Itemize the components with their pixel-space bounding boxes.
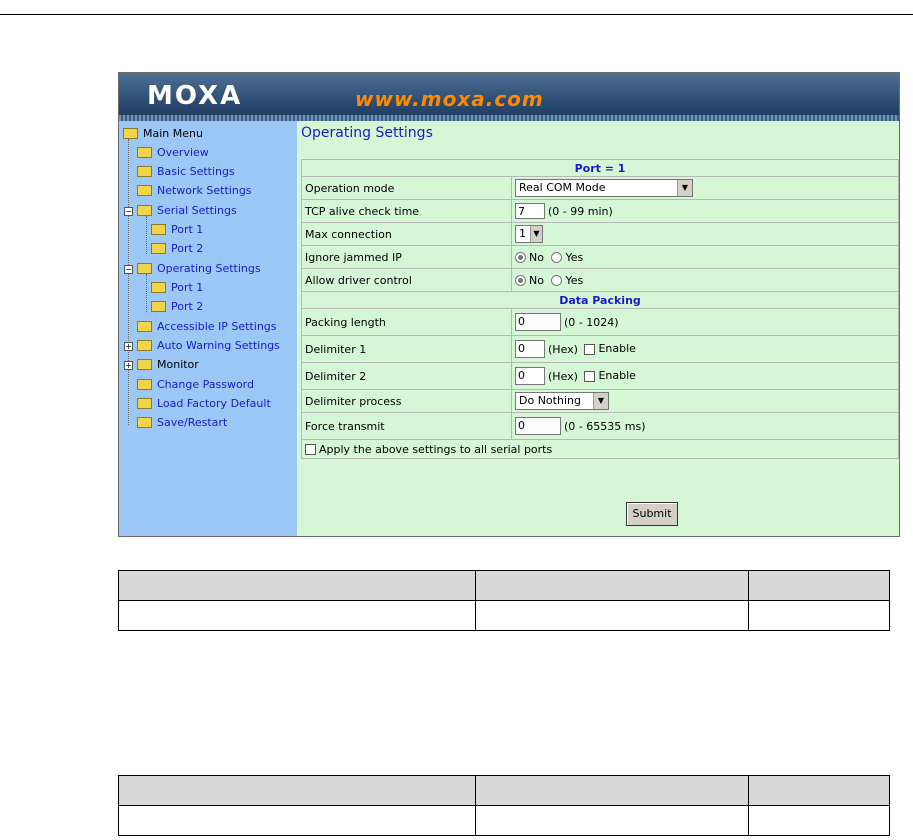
main-panel xyxy=(297,121,899,537)
sidebar-item-monitor[interactable] xyxy=(137,356,199,374)
force-transmit-input[interactable]: 0 xyxy=(515,417,561,435)
sidebar-item-label: Overview xyxy=(157,146,209,159)
operation-mode-select[interactable] xyxy=(515,179,693,197)
sidebar-item-auto-warning[interactable] xyxy=(137,337,280,355)
sidebar-item-label: Change Password xyxy=(157,378,254,391)
doc-table-cell xyxy=(476,806,749,836)
sidebar-item-operating-port-2[interactable] xyxy=(151,298,203,316)
doc-table-cell xyxy=(749,571,890,601)
expand-icon[interactable]: + xyxy=(125,342,132,351)
tcp-alive-input[interactable]: 7 xyxy=(515,203,545,219)
tcp-alive-hint: (0 - 99 min) xyxy=(548,204,613,218)
sidebar-item-label: Port 1 xyxy=(171,281,204,294)
tree-line xyxy=(128,139,129,425)
apply-all-checkbox[interactable] xyxy=(305,444,316,455)
folder-icon xyxy=(137,185,152,196)
ignore-jammed-no-radio[interactable] xyxy=(515,252,526,263)
sidebar-item-serial-port-1[interactable] xyxy=(151,221,203,239)
table-row xyxy=(302,440,899,459)
sidebar-menu xyxy=(119,121,297,537)
doc-table-2 xyxy=(118,775,890,836)
moxa-url[interactable]: www.moxa.com xyxy=(355,87,544,111)
apply-all-label: Apply the above settings to all serial ports xyxy=(319,442,553,456)
sidebar-item-label: Network Settings xyxy=(157,184,252,197)
delimiter2-label: Delimiter 2 xyxy=(302,363,512,390)
doc-table-cell xyxy=(119,776,476,806)
sidebar-item-load-factory-default[interactable] xyxy=(137,395,271,413)
force-transmit-label: Force transmit xyxy=(302,413,512,440)
dropdown-arrow-icon: ▼ xyxy=(593,393,608,409)
doc-table-cell xyxy=(749,601,890,631)
driver-control-no-radio[interactable] xyxy=(515,275,526,286)
folder-icon xyxy=(137,166,152,177)
delimiter2-enable-label: Enable xyxy=(598,369,636,382)
driver-control-yes-radio[interactable] xyxy=(551,275,562,286)
sidebar-item-network-settings[interactable] xyxy=(137,182,252,200)
packing-length-hint: (0 - 1024) xyxy=(564,315,619,329)
folder-icon xyxy=(137,417,152,428)
packing-length-input[interactable]: 0 xyxy=(515,313,561,331)
table-row xyxy=(302,223,899,246)
table-row xyxy=(302,177,899,200)
doc-table-cell xyxy=(476,776,749,806)
sidebar-item-label: Auto Warning Settings xyxy=(157,339,280,352)
operation-mode-label: Operation mode xyxy=(302,177,512,200)
packing-length-label: Packing length xyxy=(302,309,512,336)
sidebar-item-label: Load Factory Default xyxy=(157,397,271,410)
sidebar-item-label: Port 2 xyxy=(171,300,204,313)
table-row xyxy=(302,336,899,363)
delimiter2-hint: (Hex) xyxy=(548,369,578,383)
folder-icon xyxy=(137,379,152,390)
tcp-alive-label: TCP alive check time xyxy=(302,200,512,223)
moxa-logo: MOXA xyxy=(147,81,243,111)
sidebar-item-accessible-ip[interactable] xyxy=(137,318,277,336)
doc-table-cell xyxy=(119,601,476,631)
delimiter-process-select[interactable] xyxy=(515,392,609,410)
folder-icon xyxy=(151,243,166,254)
folder-open-icon xyxy=(137,263,152,274)
force-transmit-hint: (0 - 65535 ms) xyxy=(564,419,646,433)
doc-table-cell xyxy=(476,601,749,631)
table-row xyxy=(302,269,899,292)
dropdown-arrow-icon: ▼ xyxy=(677,180,692,196)
folder-open-icon xyxy=(123,128,138,139)
delimiter-process-label: Delimiter process xyxy=(302,390,512,413)
sidebar-item-label: Operating Settings xyxy=(157,262,261,275)
delimiter2-input[interactable]: 0 xyxy=(515,367,545,385)
sidebar-item-basic-settings[interactable] xyxy=(137,163,235,181)
folder-icon xyxy=(137,321,152,332)
table-row xyxy=(302,309,899,336)
max-connection-label: Max connection xyxy=(302,223,512,246)
max-connection-value: 1 xyxy=(519,227,526,240)
sidebar-item-main-menu[interactable] xyxy=(123,125,203,143)
folder-icon xyxy=(151,224,166,235)
operation-mode-value: Real COM Mode xyxy=(519,181,606,194)
folder-icon xyxy=(151,301,166,312)
radio-label-no: No xyxy=(529,273,544,287)
max-connection-select[interactable] xyxy=(515,225,543,243)
tree-line xyxy=(146,216,147,254)
folder-icon xyxy=(151,282,166,293)
sidebar-item-label: Serial Settings xyxy=(157,204,237,217)
data-packing-section-header: Data Packing xyxy=(302,292,899,309)
sidebar-item-label: Main Menu xyxy=(143,127,203,140)
doc-table-cell xyxy=(749,806,890,836)
radio-label-no: No xyxy=(529,250,544,264)
delimiter1-label: Delimiter 1 xyxy=(302,336,512,363)
radio-label-yes: Yes xyxy=(565,250,584,264)
sidebar-item-serial-settings[interactable] xyxy=(137,202,237,220)
sidebar-item-change-password[interactable] xyxy=(137,376,254,394)
sidebar-item-overview[interactable] xyxy=(137,144,209,162)
settings-table xyxy=(301,159,899,459)
folder-icon xyxy=(137,147,152,158)
sidebar-item-save-restart[interactable] xyxy=(137,414,227,432)
tree-line xyxy=(146,274,147,312)
doc-table-1 xyxy=(118,570,890,631)
sidebar-item-serial-port-2[interactable] xyxy=(151,240,203,258)
dropdown-arrow-icon: ▼ xyxy=(530,226,542,242)
table-row xyxy=(302,363,899,390)
collapse-icon[interactable]: − xyxy=(125,207,132,216)
submit-button[interactable]: Submit xyxy=(626,502,678,526)
doc-table-cell xyxy=(476,571,749,601)
expand-icon[interactable]: + xyxy=(125,361,132,370)
sidebar-item-label: Port 1 xyxy=(171,223,204,236)
delimiter1-enable-label: Enable xyxy=(598,342,636,355)
folder-open-icon xyxy=(137,205,152,216)
ignore-jammed-label: Ignore jammed IP xyxy=(302,246,512,269)
browser-screenshot xyxy=(118,72,900,537)
folder-icon xyxy=(137,398,152,409)
delimiter1-hint: (Hex) xyxy=(548,342,578,356)
doc-table-cell xyxy=(119,806,476,836)
table-row xyxy=(302,413,899,440)
sidebar-item-label: Port 2 xyxy=(171,242,204,255)
table-row xyxy=(302,200,899,223)
doc-table-cell xyxy=(119,571,476,601)
page-top-rule xyxy=(0,14,913,15)
page-title: Operating Settings xyxy=(301,125,433,141)
sidebar-item-label: Accessible IP Settings xyxy=(157,320,277,333)
table-row xyxy=(302,390,899,413)
moxa-banner xyxy=(119,73,899,121)
sidebar-item-label: Monitor xyxy=(157,358,199,371)
doc-table-cell xyxy=(749,776,890,806)
delimiter1-input[interactable]: 0 xyxy=(515,340,545,358)
delimiter1-enable-checkbox[interactable] xyxy=(584,344,595,355)
radio-label-yes: Yes xyxy=(565,273,584,287)
sidebar-item-label: Save/Restart xyxy=(157,416,228,429)
folder-icon xyxy=(137,359,152,370)
collapse-icon[interactable]: − xyxy=(125,265,132,274)
driver-control-label: Allow driver control xyxy=(302,269,512,292)
ignore-jammed-yes-radio[interactable] xyxy=(551,252,562,263)
folder-icon xyxy=(137,340,152,351)
sidebar-item-label: Basic Settings xyxy=(157,165,235,178)
delimiter2-enable-checkbox[interactable] xyxy=(584,371,595,382)
delimiter-process-value: Do Nothing xyxy=(519,394,581,407)
sidebar-item-operating-port-1[interactable] xyxy=(151,279,203,297)
port-section-header: Port = 1 xyxy=(302,160,899,177)
table-row xyxy=(302,246,899,269)
sidebar-item-operating-settings[interactable] xyxy=(137,260,261,278)
